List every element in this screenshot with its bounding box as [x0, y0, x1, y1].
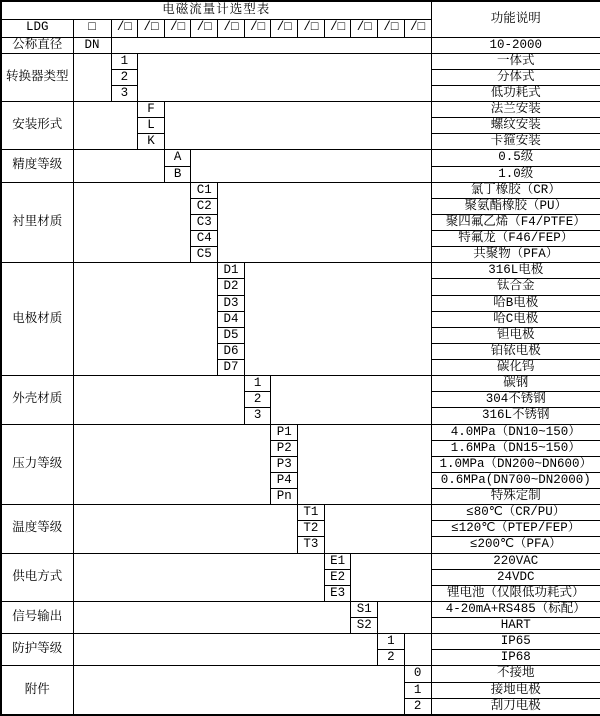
function-cell-power-supply: 220VAC	[431, 553, 600, 569]
function-cell-electrode-material: 哈B电极	[431, 295, 600, 311]
spacer-cell	[73, 263, 218, 376]
function-cell-temperature-rating: ≤120℃（PTEP/FEP）	[431, 521, 600, 537]
spacer-cell	[351, 553, 431, 601]
spacer-cell	[73, 634, 378, 666]
code-cell-lining-material: C2	[191, 198, 218, 214]
code-cell-nominal-diameter: DN	[73, 37, 111, 53]
function-cell-installation-type: 卡箍安装	[431, 134, 600, 150]
code-cell-electrode-material: D1	[218, 263, 245, 279]
spacer-cell	[73, 182, 191, 263]
model-option-slot: /□	[111, 19, 138, 37]
function-cell-temperature-rating: ≤200℃（PFA）	[431, 537, 600, 553]
code-cell-housing-material: 1	[244, 376, 271, 392]
spacer-cell	[73, 666, 404, 715]
function-cell-pressure-rating: 特殊定制	[431, 489, 600, 505]
code-cell-housing-material: 2	[244, 392, 271, 408]
spacer-cell	[271, 376, 431, 424]
code-cell-pressure-rating: P3	[271, 456, 298, 472]
function-cell-converter-type: 低功耗式	[431, 85, 600, 101]
section-label-converter-type: 转换器类型	[1, 53, 73, 101]
section-label-nominal-diameter: 公称直径	[1, 37, 73, 53]
function-column-header: 功能说明	[431, 1, 600, 37]
section-label-protection-rating: 防护等级	[1, 634, 73, 666]
code-cell-installation-type: L	[138, 118, 165, 134]
model-option-slot: /□	[191, 19, 218, 37]
spacer-cell	[191, 150, 431, 182]
code-cell-accessories: 1	[404, 682, 431, 698]
code-cell-lining-material: C4	[191, 231, 218, 247]
function-cell-housing-material: 304不锈钢	[431, 392, 600, 408]
model-dn-slot: □	[73, 19, 111, 37]
function-cell-housing-material: 316L不锈钢	[431, 408, 600, 424]
function-cell-lining-material: 共聚物（PFA）	[431, 247, 600, 263]
model-option-slot: /□	[244, 19, 271, 37]
function-cell-lining-material: 氯丁橡胶（CR）	[431, 182, 600, 198]
model-option-slot: /□	[378, 19, 405, 37]
function-cell-housing-material: 碳钢	[431, 376, 600, 392]
code-cell-pressure-rating: P2	[271, 440, 298, 456]
code-cell-housing-material: 3	[244, 408, 271, 424]
spacer-cell	[378, 601, 431, 633]
section-label-accuracy-class: 精度等级	[1, 150, 73, 182]
function-cell-accessories: 接地电极	[431, 682, 600, 698]
spacer-cell	[73, 376, 244, 424]
model-option-slot: /□	[324, 19, 351, 37]
spacer-cell	[73, 601, 351, 633]
function-cell-converter-type: 一体式	[431, 53, 600, 69]
function-cell-lining-material: 聚氨酯橡胶（PU）	[431, 198, 600, 214]
code-cell-electrode-material: D3	[218, 295, 245, 311]
code-cell-protection-rating: 1	[378, 634, 405, 650]
function-cell-electrode-material: 铂铱电极	[431, 343, 600, 359]
model-option-slot: /□	[404, 19, 431, 37]
selection-table-body	[1, 1, 600, 715]
function-cell-accuracy-class: 1.0级	[431, 166, 600, 182]
function-cell-pressure-rating: 1.6MPa（DN15~150）	[431, 440, 600, 456]
code-cell-temperature-rating: T3	[298, 537, 325, 553]
function-cell-accessories: 刮刀电极	[431, 698, 600, 715]
function-cell-protection-rating: IP65	[431, 634, 600, 650]
function-cell-electrode-material: 316L电极	[431, 263, 600, 279]
spacer-cell	[404, 634, 431, 666]
spacer-cell	[111, 37, 431, 53]
code-cell-electrode-material: D4	[218, 311, 245, 327]
code-cell-accessories: 0	[404, 666, 431, 682]
code-cell-temperature-rating: T2	[298, 521, 325, 537]
table-title: 电磁流量计选型表	[1, 1, 431, 19]
function-cell-accessories: 不接地	[431, 666, 600, 682]
spacer-cell	[218, 182, 431, 263]
function-cell-electrode-material: 碳化钨	[431, 360, 600, 376]
function-cell-signal-output: 4-20mA+RS485（标配）	[431, 601, 600, 617]
function-cell-installation-type: 螺纹安装	[431, 118, 600, 134]
spacer-cell	[164, 102, 431, 150]
code-cell-accuracy-class: A	[164, 150, 191, 166]
function-cell-protection-rating: IP68	[431, 650, 600, 666]
function-cell-electrode-material: 钽电极	[431, 327, 600, 343]
function-cell-temperature-rating: ≤80℃（CR/PU）	[431, 505, 600, 521]
function-cell-power-supply: 锂电池（仅限低功耗式）	[431, 585, 600, 601]
code-cell-power-supply: E3	[324, 585, 351, 601]
spacer-cell	[73, 53, 111, 101]
section-label-accessories: 附件	[1, 666, 73, 715]
code-cell-power-supply: E2	[324, 569, 351, 585]
spacer-cell	[298, 424, 431, 505]
spacer-cell	[244, 263, 431, 376]
section-label-electrode-material: 电极材质	[1, 263, 73, 376]
function-cell-pressure-rating: 4.0MPa（DN10~150）	[431, 424, 600, 440]
spacer-cell	[73, 505, 298, 553]
model-option-slot: /□	[298, 19, 325, 37]
code-cell-temperature-rating: T1	[298, 505, 325, 521]
function-cell-pressure-rating: 1.0MPa（DN200~DN600）	[431, 456, 600, 472]
model-option-slot: /□	[218, 19, 245, 37]
model-option-slot: /□	[271, 19, 298, 37]
code-cell-electrode-material: D5	[218, 327, 245, 343]
section-label-signal-output: 信号输出	[1, 601, 73, 633]
code-cell-signal-output: S2	[351, 618, 378, 634]
section-label-installation-type: 安装形式	[1, 102, 73, 150]
spacer-cell	[138, 53, 431, 101]
model-option-slot: /□	[351, 19, 378, 37]
code-cell-lining-material: C3	[191, 214, 218, 230]
code-cell-protection-rating: 2	[378, 650, 405, 666]
spacer-cell	[73, 553, 324, 601]
code-cell-electrode-material: D7	[218, 360, 245, 376]
code-cell-pressure-rating: P1	[271, 424, 298, 440]
function-cell-installation-type: 法兰安装	[431, 102, 600, 118]
code-cell-installation-type: F	[138, 102, 165, 118]
function-cell-accuracy-class: 0.5级	[431, 150, 600, 166]
code-cell-lining-material: C5	[191, 247, 218, 263]
function-cell-electrode-material: 哈C电极	[431, 311, 600, 327]
function-cell-electrode-material: 钛合金	[431, 279, 600, 295]
code-cell-converter-type: 3	[111, 85, 138, 101]
model-code: LDG	[1, 19, 73, 37]
section-label-power-supply: 供电方式	[1, 553, 73, 601]
spacer-cell	[73, 424, 271, 505]
code-cell-converter-type: 1	[111, 53, 138, 69]
model-option-slot: /□	[138, 19, 165, 37]
spacer-cell	[324, 505, 431, 553]
function-cell-converter-type: 分体式	[431, 69, 600, 85]
function-cell-pressure-rating: 0.6MPa(DN700~DN2000)	[431, 472, 600, 488]
code-cell-pressure-rating: P4	[271, 472, 298, 488]
model-option-slot: /□	[164, 19, 191, 37]
code-cell-accessories: 2	[404, 698, 431, 715]
code-cell-pressure-rating: Pn	[271, 489, 298, 505]
spacer-cell	[73, 102, 138, 150]
section-label-housing-material: 外壳材质	[1, 376, 73, 424]
function-cell-signal-output: HART	[431, 618, 600, 634]
spacer-cell	[73, 150, 164, 182]
function-cell-lining-material: 聚四氟乙烯（F4/PTFE）	[431, 214, 600, 230]
code-cell-converter-type: 2	[111, 69, 138, 85]
code-cell-accuracy-class: B	[164, 166, 191, 182]
code-cell-installation-type: K	[138, 134, 165, 150]
code-cell-electrode-material: D2	[218, 279, 245, 295]
section-label-pressure-rating: 压力等级	[1, 424, 73, 505]
function-cell-nominal-diameter: 10-2000	[431, 37, 600, 53]
section-label-temperature-rating: 温度等级	[1, 505, 73, 553]
function-cell-lining-material: 特氟龙（F46/FEP）	[431, 231, 600, 247]
function-cell-power-supply: 24VDC	[431, 569, 600, 585]
section-label-lining-material: 衬里材质	[1, 182, 73, 263]
code-cell-power-supply: E1	[324, 553, 351, 569]
code-cell-lining-material: C1	[191, 182, 218, 198]
code-cell-signal-output: S1	[351, 601, 378, 617]
code-cell-electrode-material: D6	[218, 343, 245, 359]
